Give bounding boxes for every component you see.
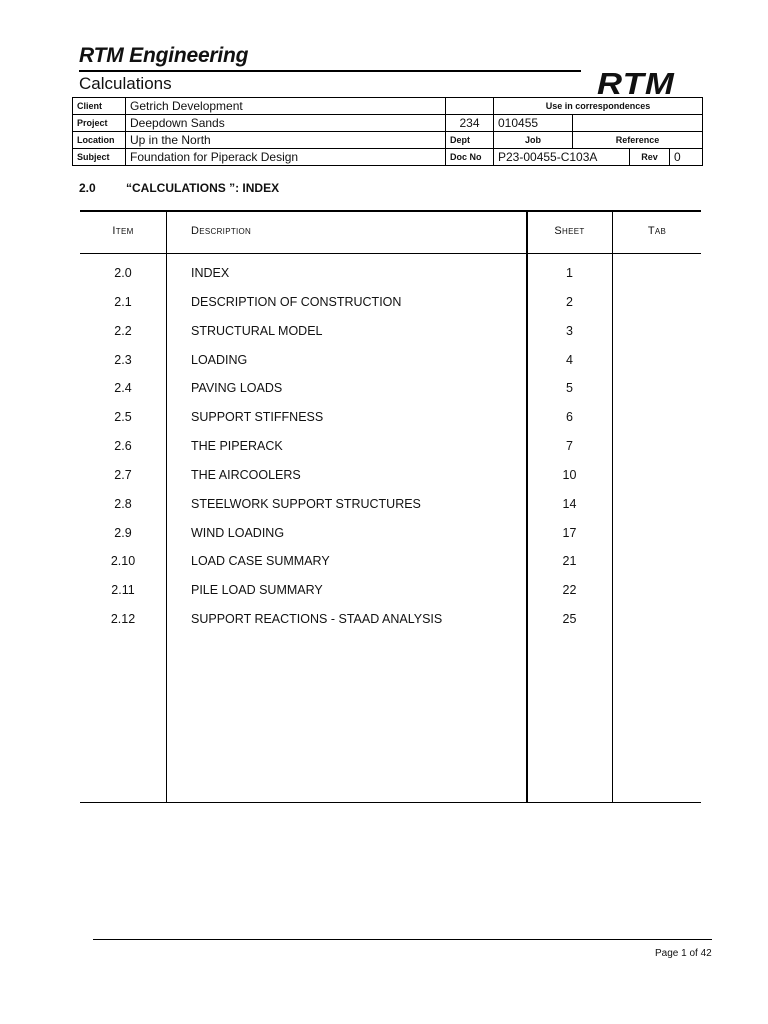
table-row: [0, 583, 768, 612]
row-description: LOADING: [191, 352, 248, 367]
subject-row: [73, 149, 703, 166]
table-row: [0, 353, 768, 382]
table-row: [0, 497, 768, 526]
row-sheet: 17: [562, 525, 577, 540]
row-sheet: 10: [562, 467, 577, 482]
row-sheet: 1: [566, 266, 573, 280]
row-sheet: 5: [566, 381, 573, 396]
row-description: WIND LOADING: [191, 525, 285, 540]
use-in-correspondences-label: Use in correspondences: [494, 98, 703, 115]
row-item: 2.8: [114, 496, 132, 511]
client-label: Client: [73, 98, 126, 115]
client-value: Getrich Development: [126, 98, 446, 115]
row-description: THE AIRCOOLERS: [191, 467, 301, 482]
row-item: 2.2: [114, 323, 132, 338]
reference-label: Reference: [573, 132, 703, 149]
table-row: [0, 526, 768, 555]
row-item: 2.7: [114, 467, 132, 482]
index-header-rule: [80, 253, 701, 254]
reference-value: [573, 115, 703, 132]
row-description: STRUCTURAL MODEL: [191, 323, 323, 338]
row-description: SUPPORT STIFFNESS: [191, 410, 324, 425]
client-row: [73, 98, 703, 115]
document-type: Calculations: [79, 74, 172, 93]
table-row: [0, 324, 768, 353]
dept-label: Dept: [446, 132, 494, 149]
table-row: [0, 612, 768, 641]
row-item: 2.12: [110, 612, 136, 627]
row-item: 2.1: [114, 294, 132, 309]
item-column-header: Item: [112, 225, 134, 237]
row-item: 2.0: [114, 266, 132, 280]
table-row: [0, 381, 768, 410]
section-title: “CALCULATIONS ”: INDEX: [126, 181, 280, 195]
table-row: [0, 410, 768, 439]
row-sheet: 4: [566, 352, 573, 367]
rev-value: 0: [670, 149, 703, 166]
rev-label: Rev: [630, 149, 670, 166]
table-row: [0, 554, 768, 583]
row-description: PAVING LOADS: [191, 381, 283, 396]
docno-label: Doc No: [446, 149, 494, 166]
row-sheet: 22: [562, 583, 577, 598]
company-name: RTM Engineering: [79, 44, 249, 67]
row-sheet: 25: [562, 612, 577, 627]
table-row: [0, 295, 768, 324]
location-row: [73, 132, 703, 149]
subject-label: Subject: [73, 149, 126, 166]
index-bottom-rule: [80, 802, 701, 803]
row-description: LOAD CASE SUMMARY: [191, 554, 330, 569]
row-item: 2.9: [114, 525, 132, 540]
row-description: STEELWORK SUPPORT STRUCTURES: [191, 496, 421, 511]
index-rows: [0, 266, 768, 641]
sheet-column-header: Sheet: [554, 225, 585, 237]
row-sheet: 2: [566, 294, 573, 309]
header-rule: [79, 70, 581, 72]
table-row: [0, 468, 768, 497]
location-label: Location: [73, 132, 126, 149]
footer-rule: [93, 939, 712, 940]
row-item: 2.10: [110, 554, 136, 569]
row-sheet: 7: [566, 439, 573, 454]
blank-cell: [446, 98, 494, 115]
table-row: [0, 439, 768, 468]
project-row: [73, 115, 703, 132]
table-row: [0, 266, 768, 295]
section-number: 2.0: [79, 181, 96, 195]
row-sheet: 21: [562, 554, 577, 569]
row-description: SUPPORT REACTIONS - STAAD ANALYSIS: [191, 612, 443, 627]
rtm-logo: RTM: [597, 66, 675, 101]
title-block-table: [72, 97, 703, 166]
row-item: 2.3: [114, 352, 132, 367]
row-description: DESCRIPTION OF CONSTRUCTION: [191, 294, 402, 309]
location-value: Up in the North: [126, 132, 446, 149]
row-item: 2.11: [111, 583, 135, 598]
description-column-header: Description: [191, 225, 252, 237]
row-item: 2.4: [114, 381, 132, 396]
job-value: 010455: [494, 115, 573, 132]
index-top-rule: [80, 210, 701, 212]
row-sheet: 6: [566, 410, 573, 425]
row-sheet: 3: [566, 323, 573, 338]
dept-value: 234: [446, 115, 494, 132]
docno-value: P23-00455-C103A: [494, 149, 630, 166]
row-description: THE PIPERACK: [191, 439, 283, 454]
project-label: Project: [73, 115, 126, 132]
job-label: Job: [494, 132, 573, 149]
page-number: Page 1 of 42: [655, 948, 712, 959]
tab-column-header: Tab: [647, 225, 667, 237]
row-description: INDEX: [191, 266, 230, 280]
row-description: PILE LOAD SUMMARY: [191, 583, 323, 598]
row-item: 2.5: [114, 410, 132, 425]
row-sheet: 14: [562, 496, 577, 511]
row-item: 2.6: [114, 439, 132, 454]
project-value: Deepdown Sands: [126, 115, 446, 132]
subject-value: Foundation for Piperack Design: [126, 149, 446, 166]
